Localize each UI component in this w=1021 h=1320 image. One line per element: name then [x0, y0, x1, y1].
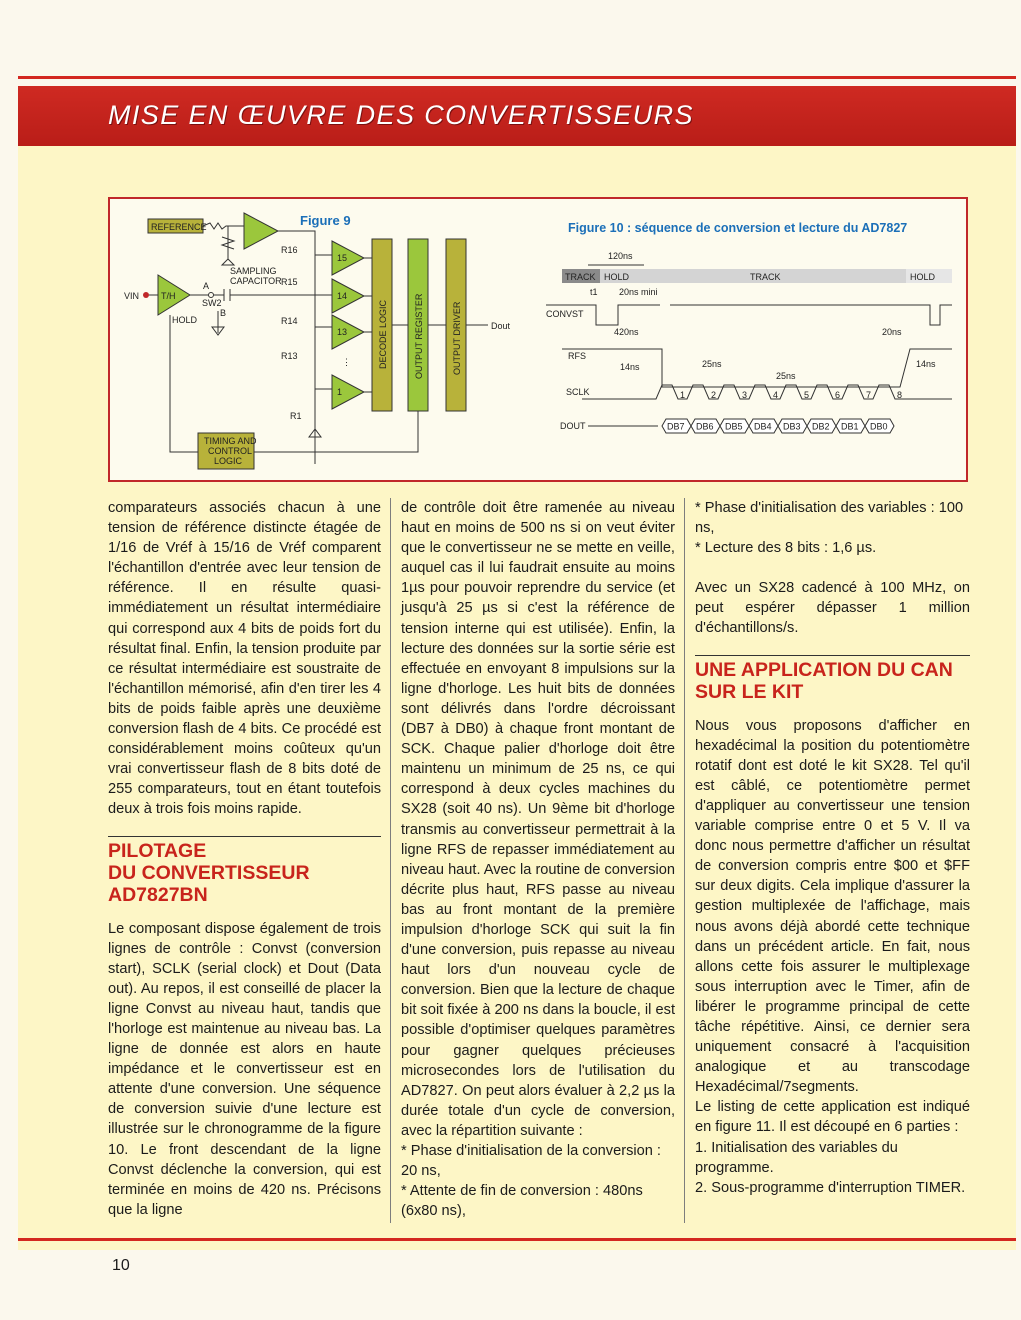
label-25ns-b: 25ns: [776, 371, 796, 381]
sclk-clock-2: 2: [711, 390, 717, 400]
sclk-clock-3: 3: [742, 390, 748, 400]
output-driver-label: OUTPUT DRIVER: [452, 301, 462, 375]
convst-wave: [546, 305, 952, 325]
comp-label-15: 15: [337, 253, 348, 263]
label-20ns: 20ns: [882, 327, 902, 337]
vin-label: VIN: [124, 291, 140, 301]
sampling-label-1: SAMPLING: [230, 266, 277, 276]
feedback-resistor: [222, 226, 234, 265]
dout-bit-DB5: DB5: [725, 421, 743, 432]
switch-b: B: [220, 308, 227, 318]
min-20ns-label: 20ns mini: [619, 287, 658, 297]
sampling-label-2: CAPACITOR: [230, 276, 282, 286]
comp-label-13: 13: [337, 327, 348, 337]
timing-line-2: CONTROL: [208, 446, 253, 456]
output-register-label: OUTPUT REGISTER: [414, 293, 424, 379]
comp-label-1: 1: [337, 387, 343, 397]
dout-label: Dout: [491, 321, 511, 331]
track-1-label: TRACK: [565, 272, 596, 282]
bottom-rule: [18, 1238, 1016, 1241]
reference-label: REFERENCE: [151, 222, 207, 232]
ellipsis-dots: ⋮: [342, 357, 351, 367]
sclk-label: SCLK: [566, 387, 590, 397]
col3-list-2: 2. Sous-programme d'interruption TIMER.: [695, 1179, 966, 1196]
figure-10: [546, 221, 952, 433]
sclk-clock-numbers: [680, 390, 902, 400]
label-14ns-a: 14ns: [620, 362, 640, 372]
rfs-label: RFS: [568, 351, 586, 361]
col2-item-1: * Phase d'initialisation de la conversion : 20 ns,: [401, 1143, 661, 1180]
dout-bit-DB4: DB4: [754, 421, 772, 432]
comp-outputs: [364, 258, 372, 392]
figure-10-title: Figure 10 : séquence de conversion et lecture du AD7827: [568, 221, 908, 235]
sampling-cap: [224, 289, 230, 301]
dout-bit-DB1: DB1: [841, 421, 859, 432]
label-120ns: 120ns: [608, 251, 633, 261]
hold-label: HOLD: [172, 315, 198, 325]
resistor-r13: R13: [281, 351, 298, 361]
dout-bits: [662, 419, 894, 433]
figure-9-title: Figure 9: [300, 213, 351, 228]
sclk-clock-7: 7: [866, 390, 872, 400]
column-1: [108, 498, 381, 1220]
heading-pilotage-line-3: AD7827BN: [108, 883, 208, 906]
resistor-r1: R1: [290, 411, 302, 421]
heading-pilotage-line-2: DU CONVERTISSEUR: [108, 861, 310, 884]
dout-bit-DB2: DB2: [812, 421, 830, 432]
top-rule: [18, 76, 1016, 79]
heading-pilotage: [108, 836, 381, 906]
section-title: MISE EN ŒUVRE DES CONVERTISSEURS: [108, 100, 694, 130]
reference-resistor: [203, 223, 244, 229]
vin-node: [143, 292, 149, 298]
sclk-clock-5: 5: [804, 390, 810, 400]
col3-paragraph-2: Nous vous proposons d'afficher en hexadécimal la position du potentiomètre rotatif dont est doté le kit SX28. Tel qu'il est câblé, ce potentiomètre permet d'appliquer au convertisseur une tension variable comprise entre 0 et 5 V. Il va donc nous permettre d'afficher un résultat de conversion compris entre $00 et $FF sur deux digits. Cela implique d'assurer la gestion multiplexée de l'affichage, mais nous avons déjà abordé cette technique dans un précédent article. En fait, nous allons cette fois assurer le multiplexage sous interruption avec le Timer, afin de libérer le programme principal de cette tâche répétitive. Ainsi, ce dernier sera uniquement consacré à l'acquisition analogique et au transcodage Hexadécimal/7segments.: [695, 717, 970, 1096]
page-number: 10: [112, 1257, 130, 1274]
resistor-r15: R15: [281, 277, 298, 287]
sclk-clock-4: 4: [773, 390, 779, 400]
comp-label-14: 14: [337, 291, 348, 301]
col3-item-1: * Phase d'initialisation des variables : 100 ns,: [695, 500, 964, 537]
hold-2-label: HOLD: [910, 272, 936, 282]
switch-contact: [209, 293, 214, 298]
track-2-label: TRACK: [750, 272, 781, 282]
figures-panel: [108, 197, 968, 482]
col3-list-1: 1. Initialisation des variables du programme.: [695, 1139, 898, 1176]
dout-label-10: DOUT: [560, 421, 586, 431]
sclk-clock-1: 1: [680, 390, 686, 400]
col3-paragraph-3: Le listing de cette application est indiqué en figure 11. Il est découpé en 6 parties :: [695, 1099, 970, 1136]
dout-bit-DB6: DB6: [696, 421, 714, 432]
heading-pilotage-line-1: PILOTAGE: [108, 839, 207, 862]
heading-application-line-1: UNE APPLICATION DU CAN: [695, 658, 953, 681]
column-rule-1: [390, 498, 391, 1223]
heading-application: [695, 655, 970, 703]
resistor-r14: R14: [281, 316, 298, 326]
label-420ns: 420ns: [614, 327, 639, 337]
timing-line-1: TIMING AND: [204, 436, 257, 446]
heading-application-line-2: SUR LE KIT: [695, 680, 804, 703]
column-rule-2: [684, 498, 685, 1223]
t1-label: t1: [590, 287, 598, 297]
figures-svg: [110, 199, 966, 480]
th-label: T/H: [161, 291, 176, 301]
col3-item-2: * Lecture des 8 bits : 1,6 µs.: [695, 540, 877, 557]
ladder-wire: [278, 231, 315, 464]
reference-buffer: [244, 213, 278, 249]
column-3: [695, 498, 970, 1198]
section-banner: [18, 86, 1016, 146]
decode-logic-label: DECODE LOGIC: [378, 299, 388, 369]
comparator-taps: [315, 255, 332, 389]
hold-1-label: HOLD: [604, 272, 630, 282]
convst-label: CONVST: [546, 309, 584, 319]
switch-a: A: [203, 281, 210, 291]
figure-9: [124, 213, 511, 469]
col3-paragraph-1: Avec un SX28 cadencé à 100 MHz, on peut espérer dépasser 1 million d'échantillons/s.: [695, 580, 970, 637]
label-14ns-b: 14ns: [916, 359, 936, 369]
dout-bit-DB3: DB3: [783, 421, 801, 432]
timing-line-3: LOGIC: [214, 456, 243, 466]
dout-bit-DB0: DB0: [870, 421, 888, 432]
sclk-clock-8: 8: [897, 390, 903, 400]
col2-paragraph-1: de contrôle doit être ramenée au niveau haut en moins de 500 ns si on veut éviter que le convertisseur ne se mette en veille, auquel cas il lui faudrait ensuite au moins 1µs pour pouvoir reprendre du service (et jusqu'à 25 µs si c'est la référence de tension interne qui est utilisée). Enfin, la lecture des données sur la sortie série est effectuée en envoyant 8 impulsions sur la ligne d'horloge. Les huit bits de données sont délivrés dans l'ordre décroissant (DB7 à DB0) à chaque front montant de SCK. Chaque palier d'horloge doit être maintenu un minimum de 25 ns, ce qui correspond à deux cycles machines du SX28 (soit 40 ns). Un 9ème bit d'horloge transmis au convertisseur permettrait à la ligne RFS de repasser immédiatement au niveau haut. Avec la routine de conversion décrite plus haut, RFS passe au niveau bas au front montant de la première impulsion d'horloge SCK qui suit la fin d'une conversion, puis repasse au niveau haut lors d'un nouveau cycle de conversion. Bien que la lecture de chaque bit soit fixée à 200 ns dans la boucle, il est possible d'optimiser quelques paramètres pour gagner quelques précieuses microsecondes lors de l'utilisation du AD7827. On peut alors évaluer à 2,2 µs la durée totale d'un cycle de conversion, avec la répartition suivante :: [401, 500, 675, 1139]
dout-bit-DB7: DB7: [667, 421, 685, 432]
col1-paragraph-1: comparateurs associés chacun à une tension de référence distincte étagée de 1/16 de Vréf à 15/16 de Vréf comparent l'échantillon d'entrée avec leur tension de référence. Il en résulte quasi-immédiatement un résultat intermédiaire qui correspond aux 4 bits de poids fort du résultat final. Enfin, la tension produite par ce résultat intermédiaire est soustraite de l'échantillon mémorisé, afin d'en tirer les 4 bits de poids faible après une deuxième conversion flash de 4 bits. Ce procédé est considérablement moins coûteux qu'un vrai convertisseur flash de 8 bits doté de 255 comparateurs, tout en étant toutefois deux à trois fois moins rapide.: [108, 500, 381, 818]
resistor-r16: R16: [281, 245, 298, 255]
col1-paragraph-2: Le composant dispose également de trois lignes de contrôle : Convst (conversion start), SCLK (serial clock) et Dout (Data out). Au repos, il est conseillé de placer la ligne Convst au niveau haut, tandis que l'horloge est maintenue au niveau bas. La ligne de donnée est alors en haute impédance et le convertisseur est en attente d'une conversion. Une séquence de conversion suivie d'une lecture est illustrée sur le chronogramme de la figure 10. Le front descendant de la ligne Convst déclenche la conversion, qui est terminée en moins de 420 ns. Précisons que la ligne: [108, 920, 381, 1218]
col2-item-2: * Attente de fin de conversion : 480ns (6x80 ns),: [401, 1183, 643, 1220]
column-2: [401, 498, 675, 1221]
sclk-clock-6: 6: [835, 390, 841, 400]
label-25ns-a: 25ns: [702, 359, 722, 369]
switch-label: SW2: [202, 298, 222, 308]
